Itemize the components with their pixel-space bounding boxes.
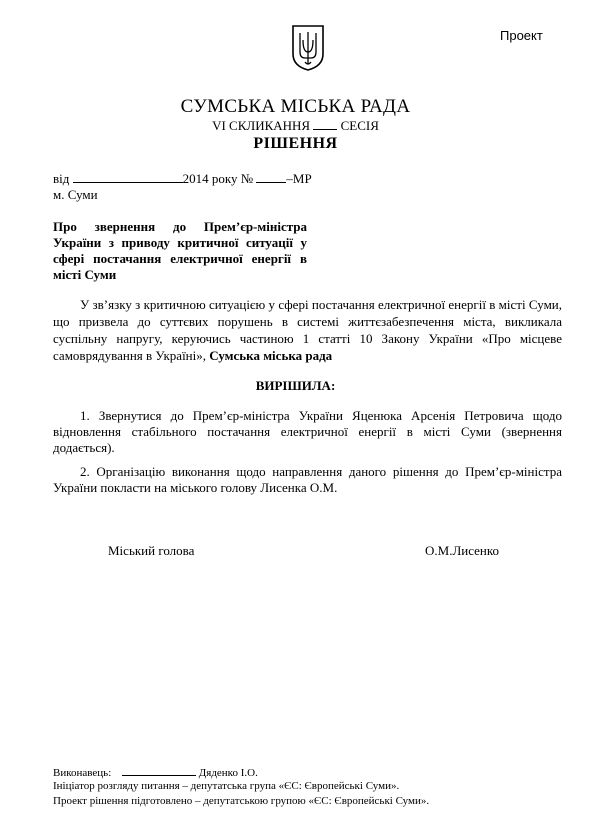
decision-item: 2. Організацію виконання щодо направлення даного рішення до Прем’єр-міністра України покласти на міського голову Лисенка О.М.	[53, 464, 562, 495]
council-name: СУМСЬКА МІСЬКА РАДА	[180, 96, 411, 117]
date-blank	[73, 171, 183, 183]
signature-name: О.М.Лисенко	[425, 543, 500, 558]
date-prefix: від	[53, 171, 70, 186]
preamble-text: У зв’язку з критичною ситуацією у сфері постачання електричної енергії в місті Суми, що призвела до суттєвих порушень в системі життєзабезпечення міста, викликала суспільну напругу, керуючись частиною 1 статті 10 Закону України «Про місцеве самоврядування в Україні»,	[53, 297, 562, 363]
convocation-suffix: СЕСІЯ	[340, 118, 379, 133]
document-type: РІШЕННЯ	[253, 135, 338, 152]
city-line: м. Суми	[53, 187, 98, 202]
session-number-blank	[313, 118, 337, 130]
initiator-line: Ініціатор розгляду питання – депутатська група «ЄС: Європейські Суми».	[53, 780, 400, 792]
resolved-heading: ВИРІШИЛА:	[255, 378, 336, 393]
number-blank	[256, 171, 286, 183]
signature-position: Міський голова	[108, 543, 195, 558]
prepared-by-line: Проект рішення підготовлено – депутатською групою «ЄС: Європейські Суми».	[53, 795, 430, 807]
executor-line	[53, 766, 258, 779]
decree-date-line	[53, 171, 312, 187]
convocation-prefix: VI СКЛИКАННЯ	[212, 118, 311, 133]
year-text: 2014 року №	[182, 171, 254, 186]
decision-subject: Про звернення до Прем’єр-міністра України з приводу критичної ситуації у сфері постачання електричної енергії в місті Суми	[53, 219, 307, 282]
project-label: Проект	[500, 28, 543, 43]
convocation-line	[0, 118, 591, 134]
preamble-paragraph	[53, 296, 562, 364]
executor-signature-blank	[122, 766, 196, 776]
decision-item: 1. Звернутися до Прем’єр-міністра України Яценюка Арсенія Петровича щодо відновлення стабільного постачання електричної енергії в місті Суми (звернення додається).	[53, 408, 562, 455]
executor-label: Виконавець:	[53, 767, 112, 779]
number-suffix: –МР	[286, 171, 312, 186]
executor-name: Дяденко І.О.	[198, 767, 258, 779]
preamble-council: Сумська міська рада	[209, 348, 333, 363]
trident-coat-of-arms-icon	[291, 24, 325, 72]
